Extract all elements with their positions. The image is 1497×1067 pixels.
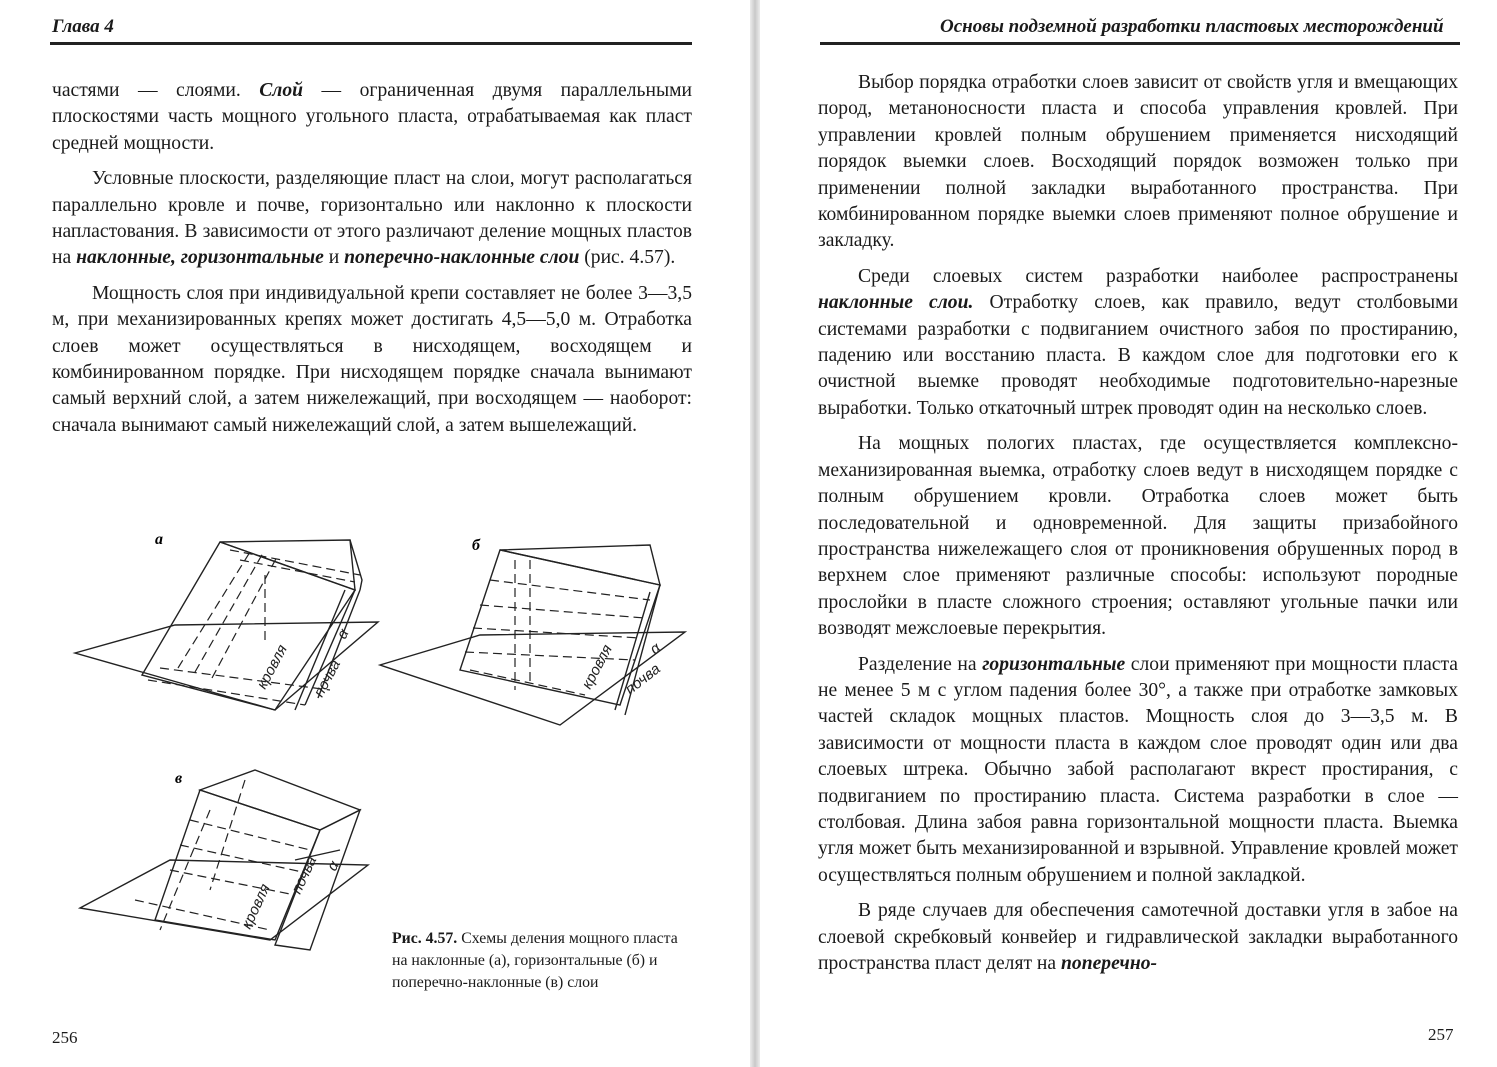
angle-label-a: α [333,626,353,642]
emphasis-term: наклонные слои. [818,292,974,314]
page-number-left: 256 [52,1028,78,1047]
emphasis-term: наклонные, горизонтальные [76,247,324,269]
figure-4-57 [60,520,700,990]
angle-label-b: α [646,639,665,659]
text-run: — ограниченная двумя параллельными плоскостями часть мощного угольного пласта, отрабатываемая как пласт средней мощности. [52,80,692,154]
figure-label-b: б [472,537,480,554]
right-body-text [818,70,1458,977]
emphasis-term: Слой [259,80,304,101]
text-run: слои применяют при мощности пласта не менее 5 м с углом падения более 30°, а также при отработке замковых частей складок мощных пластов. Мощность слоя до 3—3,5 м. В зависимости от мощности пласта в каждом слое проводят один или два слоевых штрека. Обычно забой располагают вкрест простирания, с подвиганием по простиранию пласта. Система разработки в слое — столбовая. Длина забоя равна горизонтальной мощности пласта. Выемка угля может быть механизированной и взрывной. Управление кровлей может осуществляться полным обрушением и полной закладкой. [818,653,1458,886]
paragraph [818,70,1458,255]
paragraph [52,166,692,272]
header-rule-left [50,42,692,45]
text-run: Условные плоскости, разделяющие пласт на слои, могут располагаться параллельно кровле и почве, горизонтально или наклонно к плоскости напластования. В зависимости от этого различают деление мощных пластов на [52,168,692,269]
paragraph [818,652,1458,890]
left-body-text [52,78,692,439]
text-run: Разделение на [858,653,983,675]
floor-label-v: почва [288,853,321,897]
text-run: Отработку слоев, как правило, ведут столбовыми системами разработки с подвиганием очистного забоя по простиранию, падению или восстанию пласта. В каждом слое для подготовки его к очистной выемке проводят необходимые подготовительно-нарезные выработки. Только откаточный штрек проводят один на несколько слоев. [818,292,1458,419]
page-number-right: 257 [1428,1025,1454,1044]
paragraph [818,898,1458,977]
paragraph [818,264,1458,422]
text-run: На мощных пологих пластах, где осуществляется комплексно-механизированная выемка, отработку слоев ведут в нисходящем порядке с полным обрушением кровли. Отработка слоев может быть последовательной и одновременной. Для защиты призабойного пространства нижележащего слоя от проникновения обрушенных пород в верхнем слое применяют различные способы: используют породные прослойки в пласте сложного строения; оставляют угольные пачки или возводят межслоевые перекрытия. [818,433,1458,640]
paragraph [52,78,692,157]
diagram-v [80,770,368,950]
emphasis-term: горизонтальные [982,653,1126,675]
text-run: Выбор порядка отработки слоев зависит от свойств угля и вмещающих пород, метаноносности пласта и способа управления кровлей. При управлении кровлей полным обрушением применяется нисходящий порядок выемки слоев. Восходящий порядок возможен только при применении полной закладки выработанного пространства. При комбинированном порядке выемки слоев применяют полное обрушение и закладку. [818,72,1458,252]
caption-text: Схемы деления мощного пласта на наклонные (а), горизонтальные (б) и поперечно-наклонные (в) слои [392,930,678,991]
floor-label-b: почва [621,660,664,699]
paragraph [818,431,1458,642]
paragraph [52,281,692,439]
floor-label-a: почва [310,656,345,700]
text-run: и [323,247,345,269]
roof-label-v: кровля [238,881,274,932]
figure-diagram [60,520,700,990]
roof-label-a: кровля [253,641,291,692]
roof-label-b: кровля [578,641,616,692]
text-run: Мощность слоя при индивидуальной крепи составляет не более 3—3,5 м, при механизированных крепях может достигать 4,5—5,0 м. Отработка слоев может осуществляться в нисходящем, восходящем и комбинированном порядке. При нисходящем порядке сначала вынимают самый верхний слой, а затем нижележащий, при восходящем — наоборот: сначала вынимают самый нижележащий слой, а затем вышележащий. [52,282,692,436]
emphasis-term: поперечно- [1061,953,1158,974]
caption-number: Рис. 4.57. [392,930,458,947]
right-page [752,0,1497,1067]
figure-caption [392,928,692,994]
running-head-right: Основы подземной разработки пластовых месторождений [940,16,1444,37]
figure-label-v: в [175,770,183,787]
text-run: Среди слоевых систем разработки наиболее распространены [858,265,1458,287]
emphasis-term: поперечно-наклонные слои [344,247,580,269]
angle-label-v: α [323,858,343,874]
header-rule-right [820,42,1460,45]
text-run: (рис. 4.57). [579,247,676,269]
diagram-b [380,545,685,725]
text-run: В ряде случаев для обеспечения самотечной доставки угля в забое на слоевой скребковый конвейер и гидравлической закладки выработанного пространства пласт делят на [818,900,1458,974]
running-head-left: Глава 4 [52,16,114,37]
figure-label-a: а [155,531,163,548]
diagram-a [75,540,378,710]
text-run: частями — слоями. [52,80,260,101]
